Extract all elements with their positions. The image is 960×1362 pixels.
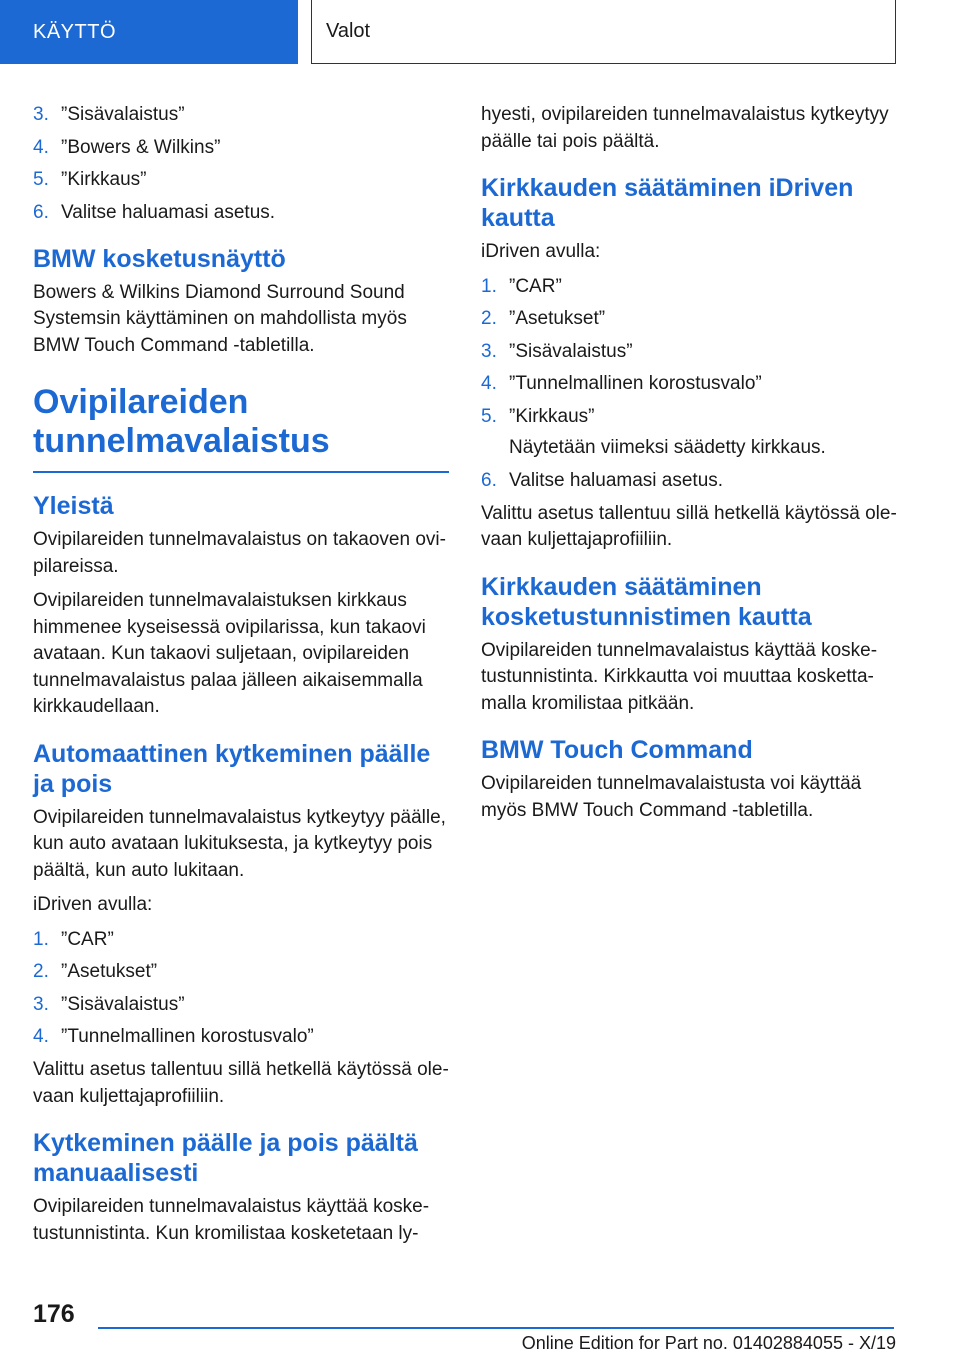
list-item: 1. ”CAR”	[481, 275, 562, 297]
main-heading: Ovipilareiden tunnelmavalaistus	[33, 383, 449, 473]
paragraph: iDriven avulla:	[481, 241, 601, 262]
steps-list	[33, 927, 449, 1051]
paragraph: iDriven avulla:	[33, 894, 153, 915]
list-item: 4. ”Bowers & Wilkins”	[33, 136, 221, 158]
paragraph: hyesti, ovipilareiden tunnelmavalaistus kytkeytyy päälle tai pois päältä.	[481, 104, 889, 152]
footer-edition: Online Edition for Part no. 01402884055 - X/19	[521, 1333, 896, 1353]
list-item: 2. ”Asetukset”	[33, 961, 158, 982]
page-number: 176	[33, 1300, 75, 1328]
list-item: 5. ”Kirkkaus”	[481, 405, 595, 427]
left-column	[33, 102, 449, 1255]
list-item: 2. ”Asetukset”	[481, 308, 606, 329]
heading-general: Yleistä	[33, 492, 114, 520]
heading-brightness-idrive: Kirkkauden säätäminen iDriven kautta	[481, 174, 854, 232]
right-column	[481, 102, 897, 832]
paragraph: Ovipilareiden tunnelmavalaistus käyttää kosketustunnistinta. Kirkkautta voi muuttaa koskettamalla kromilistaa pitkään.	[481, 639, 878, 714]
steps-list-continued	[33, 102, 449, 226]
list-item: 4. ”Tunnelmallinen korostusvalo”	[33, 1026, 314, 1047]
heading-brightness-sensor: Kirkkauden säätäminen kosketustunnistimen kautta	[481, 572, 812, 631]
list-item: 3. ”Sisävalaistus”	[33, 993, 185, 1015]
paragraph: Ovipilareiden tunnelmavalaistus käyttää kosketustunnistinta. Kun kromilistaa kosketetaan ly-	[33, 1196, 430, 1244]
heading-automatic: Automaattinen kytkeminen päälle ja pois	[33, 739, 431, 798]
list-item-note: Näytetään viimeksi säädetty kirkkaus.	[509, 436, 826, 458]
chapter-title-box	[311, 0, 896, 64]
list-item: 3. ”Sisävalaistus”	[33, 104, 185, 125]
paragraph: Valittu asetus tallentuu sillä hetkellä käytössä olevaan kuljettajaprofiiliin.	[33, 1059, 449, 1107]
paragraph: Ovipilareiden tunnelmavalaistus on takaoven ovipilareissa.	[33, 529, 446, 577]
heading-touch-command: BMW Touch Command	[481, 736, 753, 764]
section-tab: KÄYTTÖ	[0, 0, 298, 64]
paragraph: Ovipilareiden tunnelmavalaistus kytkeytyy päälle, kun auto avataan lukituksesta, ja kytkeytyy pois päältä, kun auto lukitaan.	[33, 806, 446, 881]
list-item: 3. ”Sisävalaistus”	[481, 340, 633, 362]
list-item: 6. Valitse haluamasi asetus.	[481, 469, 724, 491]
paragraph: Ovipilareiden tunnelmavalaistuksen kirkkaus himmenee kyseisessä ovipilarissa, kun takaovi avataan. Kun takaovi suljetaan, ovipilareiden tunnelmavalaistus palaa jälleen aikaisemmalla kirkkaudellaan.	[33, 590, 426, 717]
list-item: 1. ”CAR”	[33, 928, 114, 950]
footer-divider	[98, 1327, 894, 1329]
list-item: 5. ”Kirkkaus”	[33, 169, 147, 190]
chapter-title: Valot	[326, 20, 371, 42]
steps-list-end	[481, 468, 897, 494]
steps-list	[481, 274, 897, 430]
paragraph: Valittu asetus tallentuu sillä hetkellä käytössä olevaan kuljettajaprofiiliin.	[481, 502, 897, 550]
list-item: 4. ”Tunnelmallinen korostusvalo”	[481, 373, 762, 394]
paragraph: Bowers & Wilkins Diamond Surround Sound Systemsin käyttäminen on mahdollista myös BMW Touch Command -tabletilla.	[33, 281, 407, 356]
heading-bmw-touchscreen: BMW kosketusnäyttö	[33, 244, 286, 273]
heading-manual: Kytkeminen päälle ja pois päältä manuaalisesti	[33, 1129, 418, 1187]
list-item: 6. Valitse haluamasi asetus.	[33, 201, 276, 223]
paragraph: Ovipilareiden tunnelmavalaistusta voi käyttää myös BMW Touch Command -tabletilla.	[481, 773, 862, 821]
